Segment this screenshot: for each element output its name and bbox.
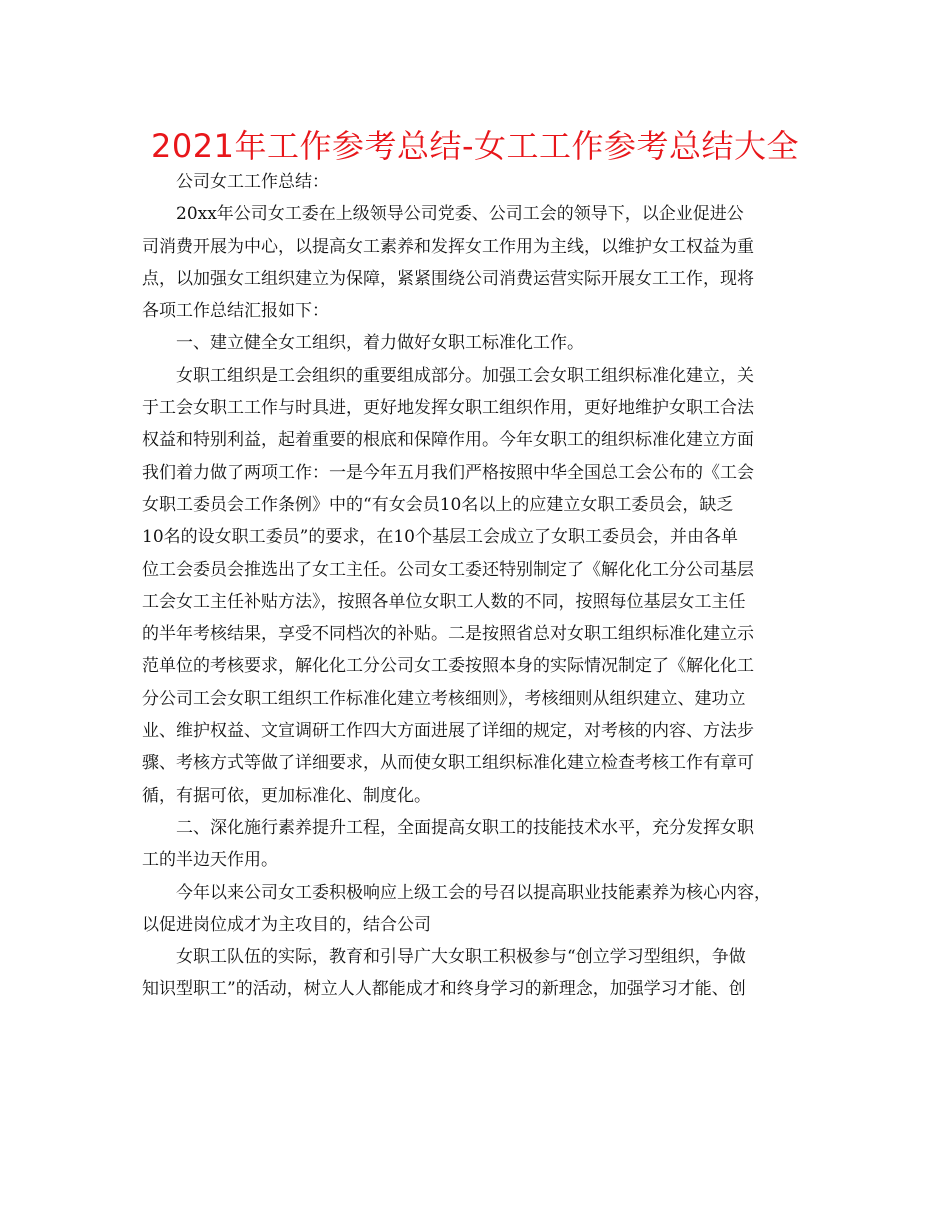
body-line: 位工会委员会推选出了女工主任。公司女工委还特别制定了《解化化工分公司基层 [142, 559, 754, 580]
body-line: 工的半边天作用。 [142, 850, 278, 871]
body-line: 公司女工工作总结： [176, 172, 329, 192]
body-line: 以促进岗位成才为主攻目的，结合公司 [142, 914, 431, 935]
body-line: 的半年考核结果，享受不同档次的补贴。二是按照省总对女职工组织标准化建立示 [142, 624, 754, 645]
body-line: 循，有据可依，更加标准化、制度化。 [142, 785, 431, 806]
body-line: 今年以来公司女工委积极响应上级工会的号召以提高职业技能素养为核心内容， [176, 882, 771, 903]
body-line: 各项工作总结汇报如下： [142, 301, 329, 322]
body-line: 分公司工会女职工组织工作标准化建立考核细则》，考核细则从组织建立、建功立 [142, 688, 746, 709]
body-line: 知识型职工”的活动，树立人人都能成才和终身学习的新理念，加强学习才能、创 [142, 979, 746, 1000]
document-body [142, 166, 818, 1006]
body-line: 女职工队伍的实际，教育和引导广大女职工积极参与“创立学习型组织，争做 [176, 947, 746, 968]
body-line: 于工会女职工工作与时具进，更好地发挥女职工组织作用，更好地维护女职工合法 [142, 398, 754, 419]
body-line: 范单位的考核要求，解化化工分公司女工委按照本身的实际情况制定了《解化化工 [142, 656, 754, 677]
body-line: 权益和特别利益，起着重要的根底和保障作用。今年女职工的组织标准化建立方面 [142, 430, 754, 451]
body-line: 骤、考核方式等做了详细要求，从而使女职工组织标准化建立检查考核工作有章可 [142, 753, 754, 774]
body-line: 女职工委员会工作条例》中的“有女会员10名以上的应建立女职工委员会，缺乏 [142, 494, 734, 515]
document-title: 2021年工作参考总结-女工工作参考总结大全 [151, 127, 799, 165]
body-line: 10名的设女职工委员”的要求，在10个基层工会成立了女职工委员会，并由各单 [142, 527, 738, 548]
body-line: 一、建立健全女工组织，着力做好女职工标准化工作。 [176, 333, 584, 354]
body-line: 20xx年公司女工委在上级领导公司党委、公司工会的领导下，以企业促进公 [176, 204, 744, 225]
body-line: 司消费开展为中心，以提高女工素养和发挥女工作用为主线，以维护女工权益为重 [142, 236, 754, 257]
body-line: 我们着力做了两项工作：一是今年五月我们严格按照中华全国总工会公布的《工会 [142, 462, 754, 483]
body-line: 点，以加强女工组织建立为保障，紧紧围绕公司消费运营实际开展女工工作，现将 [142, 268, 754, 289]
body-line: 二、深化施行素养提升工程，全面提高女职工的技能技术水平，充分发挥女职 [176, 817, 754, 838]
body-line: 工会女工主任补贴方法》，按照各单位女职工人数的不同，按照每位基层女工主任 [142, 591, 746, 612]
body-line: 业、维护权益、文宣调研工作四大方面进展了详细的规定，对考核的内容、方法步 [142, 721, 754, 742]
body-line: 女职工组织是工会组织的重要组成部分。加强工会女职工组织标准化建立，关 [176, 365, 754, 386]
